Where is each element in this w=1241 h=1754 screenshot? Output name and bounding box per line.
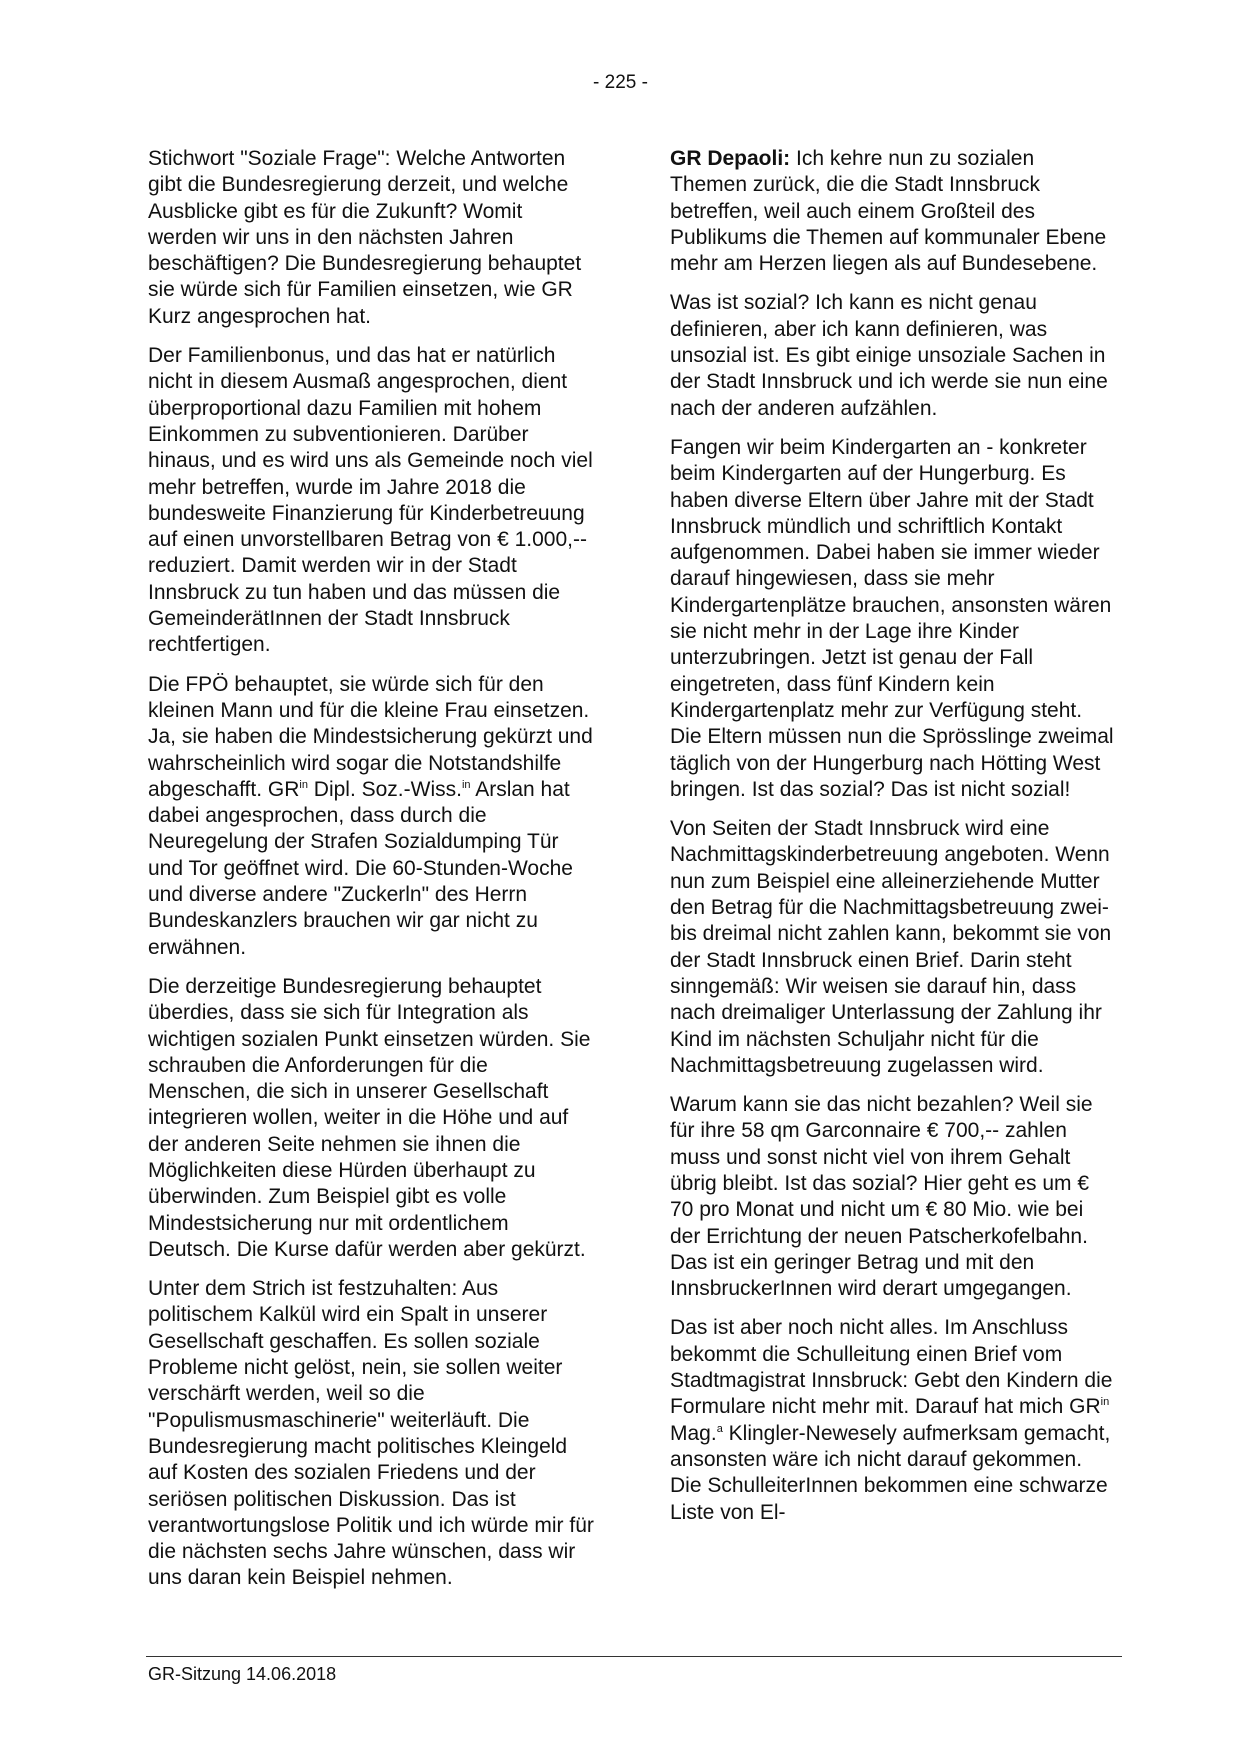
paragraph: Der Familienbonus, und das hat er natürlich nicht in diesem Ausmaß angesprochen, dient überproportional dazu Familien mit hohem Einkommen zu subventionieren. Darüber hinaus, und es wird uns als Gemeinde noch viel mehr betreffen, wurde im Jahre 2018 die bundesweite Finanzierung für Kinderbetreuung auf einen unvorstellbaren Betrag von € 1.000,-- reduziert. Damit werden wir in der Stadt Innsbruck zu tun haben und das müssen die GemeinderätInnen der Stadt Innsbruck rechtfertigen. (148, 344, 593, 657)
paragraph: GR Depaoli: Ich kehre nun zu sozialen Themen zurück, die die Stadt Innsbruck betreffen, weil auch einem Großteil des Publikums die Themen auf kommunaler Ebene mehr am Herzen liegen als auf Bundesebene. (670, 147, 1107, 276)
left-column (148, 146, 594, 1605)
page-number: - 225 - (593, 72, 648, 93)
paragraph: Fangen wir beim Kindergarten an - konkreter beim Kindergarten auf der Hungerburg. Es haben diverse Eltern über Jahre mit der Stadt Innsbruck mündlich und schriftlich Kontakt aufgenommen. Dabei haben sie immer wieder darauf hingewiesen, dass sie mehr Kindergartenplätze brauchen, ansonsten wären sie nicht mehr in der Lage ihre Kinder unterzubringen. Jetzt ist genau der Fall eingetreten, dass fünf Kindern kein Kindergartenplatz mehr zur Verfügung steht. Die Eltern müssen nun die Sprösslinge zweimal täglich von der Hungerburg nach Hötting West bringen. Ist das sozial? Das ist nicht sozial! (670, 435, 1114, 801)
footer-divider (146, 1656, 1122, 1657)
footer-text: GR-Sitzung 14.06.2018 (148, 1664, 337, 1684)
paragraph: Die derzeitige Bundesregierung behauptet überdies, dass sie sich für Integration als wichtigen sozialen Punkt einsetzen würden. Sie schrauben die Anforderungen für die Menschen, die sich in unserer Gesellschaft integrieren wollen, weiter in die Höhe und auf der anderen Seite nehmen sie ihnen die Möglichkeiten diese Hürden überhaupt zu überwinden. Zum Beispiel gibt es volle Mindestsicherung nur mit ordentlichem Deutsch. Die Kurse dafür werden aber gekürzt. (148, 974, 591, 1261)
paragraph: Warum kann sie das nicht bezahlen? Weil sie für ihre 58 qm Garconnaire € 700,-- zahlen muss und sonst nicht viel von ihrem Gehalt übrig bleibt. Ist das sozial? Hier geht es um € 70 pro Monat und nicht um € 80 Mio. wie bei der Errichtung der neuen Patscherkofelbahn. Das ist ein geringer Betrag und mit den InnsbruckerInnen wird derart umgegangen. (670, 1093, 1093, 1301)
paragraph: Stichwort "Soziale Frage": Welche Antworten gibt die Bundesregierung derzeit, und welche Ausblicke gibt es für die Zukunft? Womit werden wir uns in den nächsten Jahren beschäftigen? Die Bundesregierung behauptet sie würde sich für Familien einsetzen, wie GR Kurz angesprochen hat. (148, 147, 582, 328)
speaker-name: GR Depaoli: (670, 147, 791, 170)
paragraph: Die FPÖ behauptet, sie würde sich für den kleinen Mann und für die kleine Frau einsetzen. Ja, sie haben die Mindestsicherung gekürzt und wahrscheinlich wird sogar die Notstandshilfe abgeschafft. $GR^{in}$ Dipl. Soz.-Wiss.$^{in}$ Arslan hat dabei angesprochen, dass durch die Neuregelung der Strafen Sozialdumping Tür und Tor geöffnet wird. Die 60-Stunden-Woche und diverse andere "Zuckerln" des Herrn Bundeskanzlers brauchen wir gar nicht zu erwähnen. (148, 672, 593, 959)
paragraph: Unter dem Strich ist festzuhalten: Aus politischem Kalkül wird ein Spalt in unserer Gesellschaft geschaffen. Es sollen soziale Probleme nicht gelöst, nein, sie sollen weiter verschärft werden, weil so die "Populismusmaschinerie" weiterläuft. Die Bundesregierung macht politisches Kleingeld auf Kosten des sozialen Friedens und der seriösen politischen Diskussion. Das ist verantwortungslose Politik und ich würde mir für die nächsten sechs Jahre wünschen, dass wir uns daran kein Beispiel nehmen. (148, 1277, 594, 1590)
paragraph: Das ist aber noch nicht alles. Im Anschluss bekommt die Schulleitung einen Brief vom Stadtmagistrat Innsbruck: Gebt den Kindern die Formulare nicht mehr mit. Darauf hat mich $GR^{in}$ Mag.$^a$ Klingler-Newesely aufmerksam gemacht, ansonsten wäre ich nicht darauf gekommen. Die SchulleiterInnen bekommen eine schwarze Liste von El- (670, 1316, 1113, 1524)
right-column (670, 146, 1116, 1539)
paragraph: Was ist sozial? Ich kann es nicht genau definieren, aber ich kann definieren, was unsozial ist. Es gibt einige unsoziale Sachen in der Stadt Innsbruck und ich werde sie nun eine nach der anderen aufzählen. (670, 291, 1108, 420)
paragraph: Von Seiten der Stadt Innsbruck wird eine Nachmittagskinderbetreuung angeboten. Wenn nun zum Beispiel eine alleinerziehende Mutter den Betrag für die Nachmittagsbetreuung zwei- bis dreimal nicht zahlen kann, bekommt sie von der Stadt Innsbruck einen Brief. Darin steht sinngemäß: Wir weisen sie darauf hin, dass nach dreimaliger Unterlassung der Zahlung ihr Kind im nächsten Schuljahr nicht für die Nachmittagsbetreuung zugelassen wird. (670, 817, 1112, 1077)
